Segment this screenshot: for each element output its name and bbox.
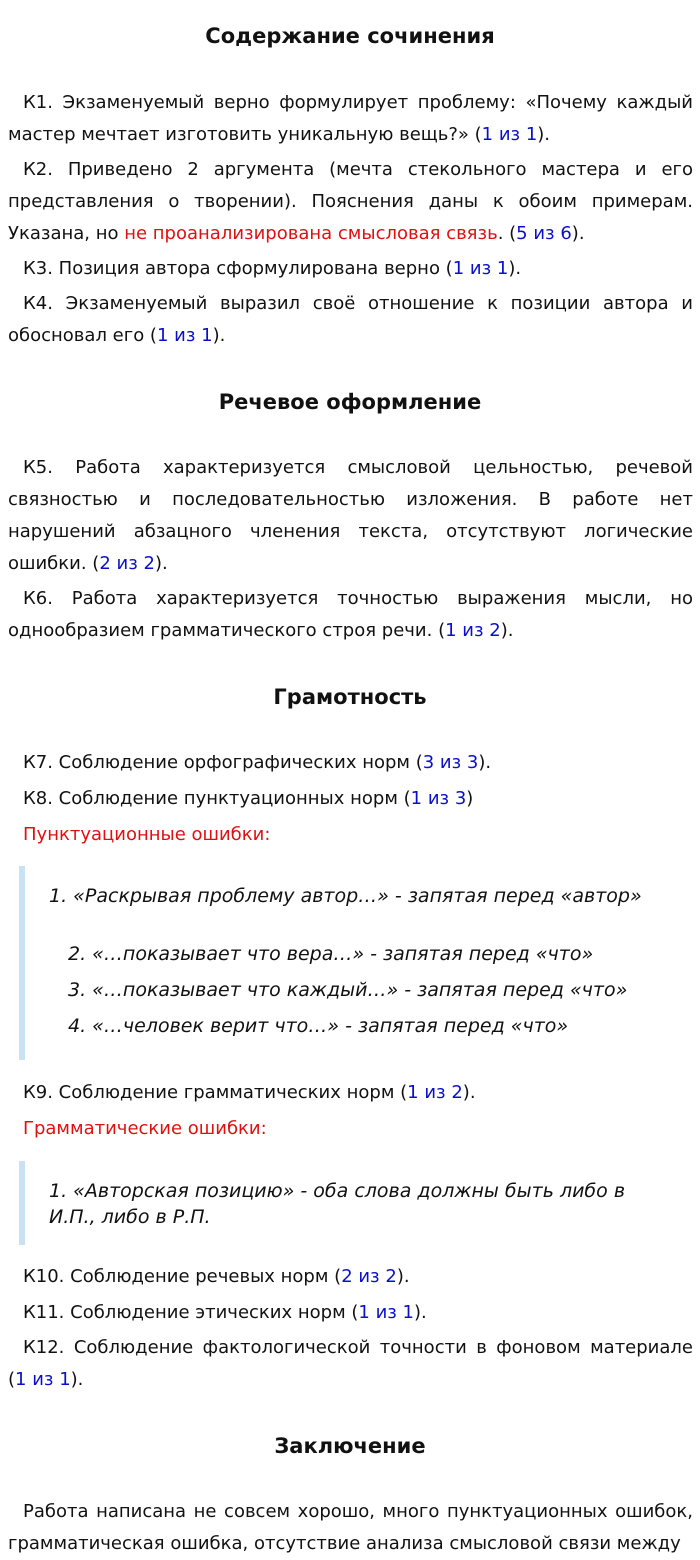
section-title-content: Содержание сочинения (205, 24, 495, 48)
criterion-k10: К10. Соблюдение речевых норм (2 из 2). (23, 1266, 410, 1287)
score-k7: 3 из 3 (422, 752, 479, 773)
punctuation-error-item: 4. «…человек верит что…» - запятая перед «что» (68, 1015, 569, 1037)
score-k11: 1 из 1 (358, 1302, 415, 1323)
score-k9: 1 из 2 (407, 1082, 463, 1103)
score-k5: 2 из 2 (99, 553, 155, 574)
punctuation-error-item: 3. «…показывает что каждый…» - запятая перед «что» (68, 979, 628, 1001)
section-title-literacy: Грамотность (273, 685, 427, 709)
criterion-k6: К6. Работа характеризуется точностью выражения мысли, но однообразием грамматического строя речи. (1 из 2). (8, 588, 693, 641)
criterion-k8: К8. Соблюдение пунктуационных норм (1 из 3) (23, 788, 474, 809)
score-k2: 5 из 6 (516, 223, 572, 244)
punctuation-error-item: 1. «Раскрывая проблему автор…» - запятая перед «автор» (49, 885, 642, 907)
score-k12: 1 из 1 (15, 1369, 71, 1390)
punctuation-errors-quote (19, 866, 680, 1060)
criterion-k12: К12. Соблюдение фактологической точности в фоновом материале (1 из 1). (8, 1337, 693, 1390)
criterion-k7: К7. Соблюдение орфографических норм (3 из 3). (23, 752, 492, 773)
criterion-k4: К4. Экзаменуемый выразил своё отношение к позиции автора и обосновал его (1 из 1). (8, 293, 693, 346)
criterion-k2: К2. Приведено 2 аргумента (мечта стекольного мастера и его представления о творении). Пояснения даны к обоим примерам. Указана, но не проанализирована смысловая связь. (5 из 6). (8, 159, 693, 244)
section-title-speech: Речевое оформление (218, 390, 482, 414)
criterion-k9: К9. Соблюдение грамматических норм (1 из 2). (23, 1082, 476, 1103)
conclusion-text: Работа написана не совсем хорошо, много пунктуационных ошибок, грамматическая ошибка, отсутствие анализа смысловой связи между (8, 1501, 693, 1554)
criterion-k1: К1. Экзаменуемый верно формулирует проблему: «Почему каждый мастер мечтает изготовить уникальную вещь?» (1 из 1). (8, 92, 693, 145)
grammar-error-item: 1. «Авторская позицию» - оба слова должны быть либо в И.П., либо в Р.П. (49, 1180, 626, 1228)
grammar-errors-label: Грамматические ошибки: (23, 1118, 267, 1139)
criterion-k5: К5. Работа характеризуется смысловой цельностью, речевой связностью и последовательностью изложения. В работе нет нарушений абзацного членения текста, отсутствуют логические ошибки. (2 из 2). (8, 457, 693, 574)
criterion-k3: К3. Позиция автора сформулирована верно (1 из 1). (23, 258, 522, 279)
section-title-conclusion: Заключение (274, 1434, 426, 1458)
score-k3: 1 из 1 (452, 258, 509, 279)
score-k1: 1 из 1 (481, 124, 538, 145)
score-k6: 1 из 2 (445, 620, 501, 641)
punctuation-errors-label: Пунктуационные ошибки: (23, 824, 271, 845)
score-k4: 1 из 1 (156, 325, 213, 346)
score-k10: 2 из 2 (341, 1266, 397, 1287)
error-k2: не проанализирована смысловая связь (124, 223, 498, 244)
punctuation-error-item: 2. «…показывает что вера…» - запятая перед «что» (68, 943, 594, 965)
criterion-k11: К11. Соблюдение этических норм (1 из 1). (23, 1302, 427, 1323)
score-k8: 1 из 3 (410, 788, 467, 809)
grammar-errors-quote (19, 1161, 680, 1245)
